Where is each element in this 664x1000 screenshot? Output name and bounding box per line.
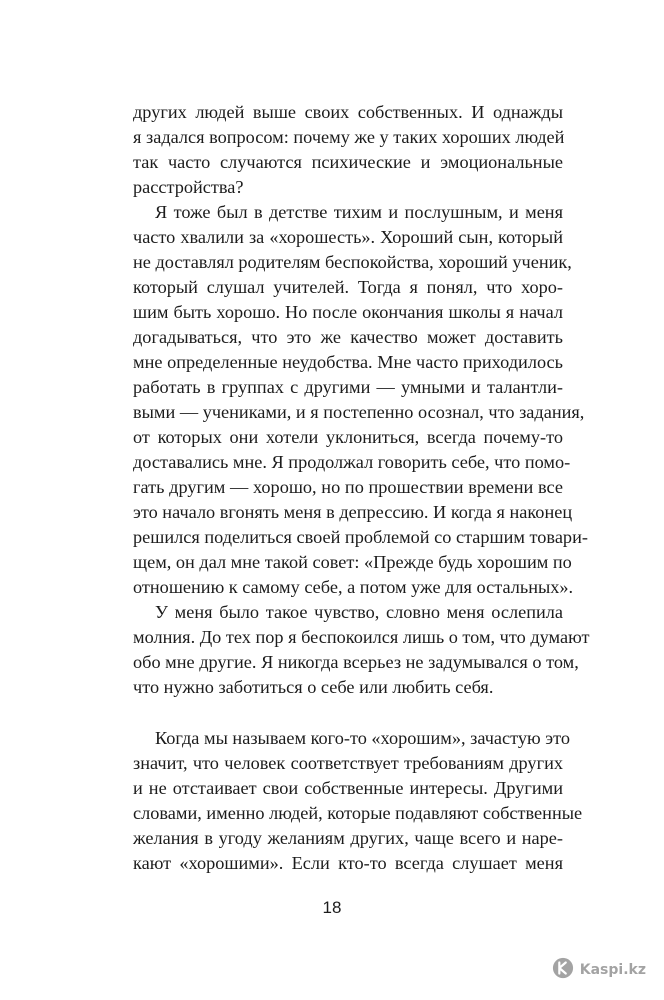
text-line: мне определенные неудобства. Мне часто приходилось xyxy=(133,352,563,372)
text-line: кают «хорошими». Если кто-то всегда слушает меня xyxy=(133,853,563,873)
watermark-text: Kaspi.kz xyxy=(579,962,646,978)
text-line: я задался вопросом: почему же у таких хороших людей xyxy=(133,127,565,147)
text-line: щем, он дал мне такой совет: «Прежде будь хорошим по xyxy=(133,552,572,572)
text-line: обо мне другие. Я никогда всерьез не задумывался о том, xyxy=(133,652,579,672)
text-line: У меня было такое чувство, словно меня ослепила xyxy=(155,602,563,622)
text-line: не доставлял родителям беспокойства, хороший ученик, xyxy=(133,252,572,272)
text-line: решился поделиться своей проблемой со старшим товари- xyxy=(133,527,588,547)
kaspi-logo-icon xyxy=(552,957,574,983)
text-line: шим быть хорошо. Но после окончания школы я начал xyxy=(133,302,563,322)
text-line: Когда мы называем кого-то «хорошим», зачастую это xyxy=(155,728,570,748)
text-line: гать другим — хорошо, но по прошествии времени все xyxy=(133,477,563,497)
text-line: часто хвалили за «хорошесть». Хороший сын, который xyxy=(133,227,563,247)
text-line: значит, что человек соответствует требованиям других xyxy=(133,753,563,773)
text-line: расстройства? xyxy=(133,177,244,197)
text-line: догадываться, что это же качество может доставить xyxy=(133,327,563,347)
text-line: молния. До тех пор я беспокоился лишь о том, что думают xyxy=(133,627,590,647)
watermark xyxy=(552,957,646,983)
text-line: Я тоже был в детстве тихим и послушным, и меня xyxy=(155,202,563,222)
text-line: доставались мне. Я продолжал говорить себе, что помо- xyxy=(133,452,571,472)
text-line: так часто случаются психические и эмоциональные xyxy=(133,152,563,172)
text-line: желания в угоду желаниям других, чаще всего и наре- xyxy=(133,828,563,848)
text-line: это начало вгонять меня в депрессию. И когда я наконец xyxy=(133,502,573,522)
text-line: от которых они хотели уклониться, всегда почему-то xyxy=(133,427,563,447)
text-line: работать в группах с другими — умными и талантли- xyxy=(133,377,563,397)
text-line: который слушал учителей. Тогда я понял, что хоро- xyxy=(133,277,563,297)
text-line: отношению к самому себе, а потом уже для остальных». xyxy=(133,577,574,597)
text-line: выми — учениками, и я постепенно осознал, что задания, xyxy=(133,402,585,422)
text-line: и не отстаивает свои собственные интересы. Другими xyxy=(133,778,563,798)
text-line: словами, именно людей, которые подавляют собственные xyxy=(133,803,583,823)
text-line: что нужно заботиться о себе или любить себя. xyxy=(133,677,494,697)
page-number: 18 xyxy=(322,898,342,917)
text-line: других людей выше своих собственных. И однажды xyxy=(133,102,563,122)
